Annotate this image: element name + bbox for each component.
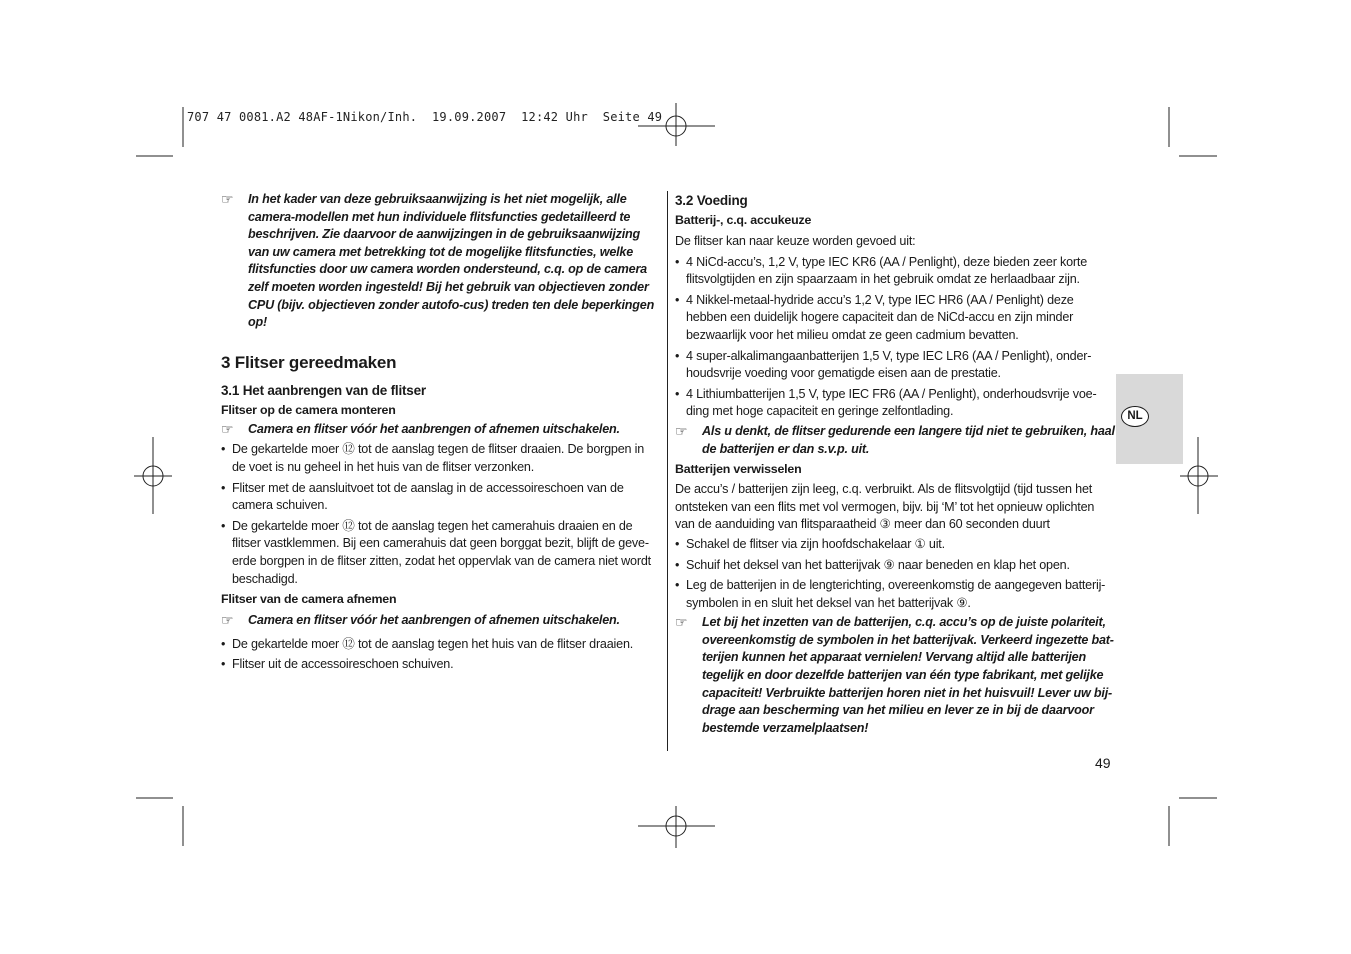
- storage-note-text: Als u denkt, de flitser gedurende een langere tijd niet te gebruiken, haal de batterijen er dan s.v.p. uit.: [702, 423, 1115, 456]
- mount-note-text: Camera en flitser vóór het aanbrengen of afnemen uitschakelen.: [248, 421, 620, 436]
- list-item: • Flitser uit de accessoireschoen schuiven.: [221, 656, 659, 674]
- intro-note: [221, 191, 659, 332]
- pointing-hand-icon: ☞: [221, 612, 234, 629]
- remove-note: [221, 612, 659, 630]
- list-item: • 4 Nikkel-metaal-hydride accu’s 1,2 V, type IEC HR6 (AA / Penlight) deze hebben een duidelijk hogere capaciteit dan de NiCd-accu en zijn minder bezwaarlijk voor het milieu omdat ze geen cadmium bevatten.: [675, 292, 1115, 345]
- subsection-3-1: 3.1 Het aanbrengen van de flitser: [221, 382, 426, 398]
- battery-intro: De flitser kan naar keuze worden gevoed uit:: [675, 234, 916, 248]
- language-badge: NL: [1121, 406, 1149, 427]
- registration-mark-bottom: [638, 806, 715, 848]
- print-header: 707 47 0081.A2 48AF-1Nikon/Inh. 19.09.2007 12:42 Uhr Seite 49: [187, 110, 663, 124]
- registration-mark-left: [134, 437, 172, 514]
- mount-note: [221, 421, 659, 439]
- left-column: [221, 191, 659, 674]
- list-item: • De gekartelde moer ⑫ tot de aanslag tegen het huis van de flitser draaien.: [221, 636, 659, 654]
- polarity-note-text: Let bij het inzetten van de batterijen, c.q. accu’s op de juiste polariteit, overeenkomstig de symbolen in het batterijvak. Verkeerd ingezette bat-terijen kunnen het apparaat vernielen! Vervang altijd alle batterijen tegelijk en door dezelfde batterijen van één type fabrikant, met gelijke capaciteit! Verbruikte batterijen horen niet in het huisvuil! Lever uw bij-drage aan bescherming van het milieu en lever ze in bij de daarvoor bestemde verzamelplaatsen!: [702, 615, 1114, 735]
- list-item: • 4 NiCd-accu’s, 1,2 V, type IEC KR6 (AA / Penlight), deze bieden zeer korte flitsvolgtijden en zijn spaarzaam in het gebruik omdat ze herlaadbaar zijn.: [675, 254, 1115, 289]
- storage-note: [675, 423, 1115, 458]
- battery-choice-heading: Batterij-, c.q. accukeuze: [675, 213, 812, 227]
- replace-heading: Batterijen verwisselen: [675, 462, 802, 477]
- list-item: • De gekartelde moer ⑫ tot de aanslag tegen de flitser draaien. De borgpen in de voet is nu geheel in het huis van de flitser verzonken.: [221, 441, 659, 476]
- remove-note-text: Camera en flitser vóór het aanbrengen of afnemen uitschakelen.: [248, 613, 620, 628]
- intro-note-text: In het kader van deze gebruiksaanwijzing is het niet mogelijk, alle camera-modellen met hun individuele flitsfuncties gedetailleerd te beschrijven. Zie daarvoor de aanwijzingen in de gebruiksaanwijzing van uw camera met betrekking tot de mogelijke flitsfuncties, welke flitsfuncties door uw camera worden ondersteund, c.q. op de camera zelf moeten worden ingesteld! Bij het gebruik van objectieven zonder CPU (bijv. objectieven zonder autofo-cus) treden ten dele beperkingen op!: [248, 192, 655, 330]
- registration-mark-top: [638, 103, 715, 146]
- list-item: • De gekartelde moer ⑫ tot de aanslag tegen het camerahuis draaien en de flitser vastklemmen. Bij een camerahuis dat geen borggat bezit, blijft de geve-erde borgpen in de flitser zitten, zodat het oppervlak van de camera niet wordt beschadigd.: [221, 518, 659, 588]
- page-number: 49: [1095, 755, 1111, 771]
- replace-intro: De accu’s / batterijen zijn leeg, c.q. verbruikt. Als de flitsvolgtijd (tijd tussen het ontsteken van een flits met vol vermogen, bijv. bij ‘M’ tot het opnieuw oplichten van de aanduiding van flitsparaatheid ③ meer dan 60 seconden duurt: [675, 482, 1095, 532]
- right-column: [675, 191, 1115, 737]
- polarity-note: [675, 614, 1115, 737]
- registration-mark-right: [1180, 437, 1218, 514]
- pointing-hand-icon: ☞: [675, 614, 688, 631]
- pointing-hand-icon: ☞: [221, 191, 234, 207]
- list-item: • Leg de batterijen in de lengterichting, overeenkomstig de aangegeven batterij-symbolen in en sluit het deksel van het batterijvak ⑨.: [675, 577, 1115, 612]
- list-item: • 4 Lithiumbatterijen 1,5 V, type IEC FR6 (AA / Penlight), onderhoudsvrije voe-ding met hoge capaciteit en geringe zelfontlading.: [675, 386, 1115, 421]
- remove-heading: Flitser van de camera afnemen: [221, 592, 397, 607]
- section-title: 3 Flitser gereedmaken: [221, 352, 397, 372]
- list-item: • Flitser met de aansluitvoet tot de aanslag in de accessoireschoen van de camera schuiven.: [221, 480, 659, 515]
- list-item: • Schakel de flitser via zijn hoofdschakelaar ① uit.: [675, 536, 1115, 554]
- subsection-3-2: 3.2 Voeding: [675, 193, 748, 208]
- list-item: • 4 super-alkalimangaanbatterijen 1,5 V, type IEC LR6 (AA / Penlight), onder-houdsvrije voeding voor gematigde eisen aan de prestatie.: [675, 348, 1115, 383]
- column-divider: [667, 191, 668, 751]
- mount-heading: Flitser op de camera monteren: [221, 402, 396, 417]
- pointing-hand-icon: ☞: [675, 422, 688, 439]
- list-item: • Schuif het deksel van het batterijvak ⑨ naar beneden en klap het open.: [675, 557, 1115, 575]
- pointing-hand-icon: ☞: [221, 420, 234, 437]
